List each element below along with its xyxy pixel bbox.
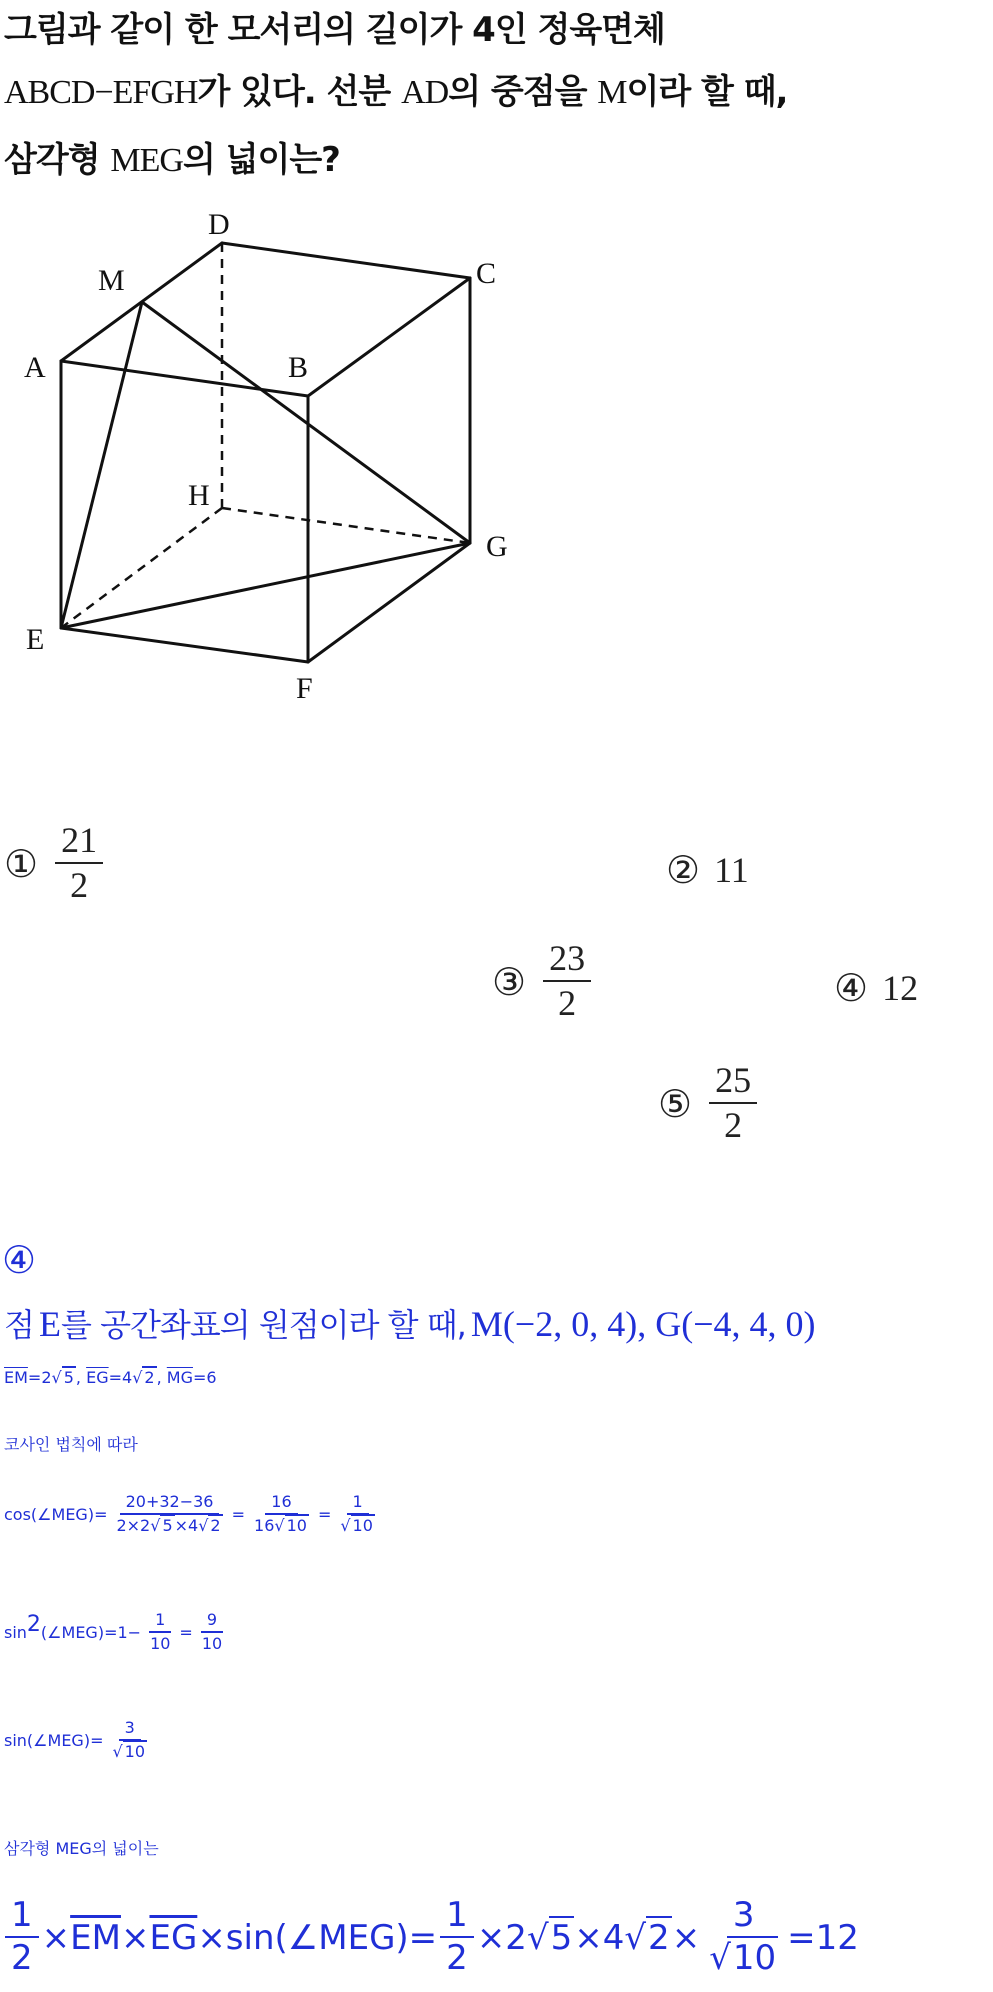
question-text: 의 중점을 bbox=[448, 72, 587, 112]
frac-denominator: 10 bbox=[201, 1633, 223, 1653]
choice-2[interactable] bbox=[666, 848, 749, 892]
segment-eg bbox=[61, 543, 470, 628]
frac-denominator: √ 10 bbox=[112, 1741, 146, 1761]
math-text: × bbox=[671, 1917, 701, 1958]
coordinates: M(−2, 0, 4), G(−4, 4, 0) bbox=[470, 1304, 816, 1344]
math-text: (∠MEG)=1− bbox=[40, 1622, 142, 1642]
cube-figure bbox=[0, 190, 540, 720]
math-text: , bbox=[156, 1368, 162, 1387]
segment-mg: $\overline{MG}$ bbox=[166, 1368, 193, 1387]
origin-point: E bbox=[39, 1304, 62, 1344]
question-text: 가 있다. 선분 bbox=[197, 72, 391, 112]
cube-name: ABCD−EFGH bbox=[4, 74, 198, 111]
frac-numerator: 16 bbox=[265, 1494, 297, 1515]
triangle-name: MEG bbox=[110, 142, 183, 179]
edge-ef bbox=[61, 628, 308, 662]
question-text: 이라 할 때, bbox=[626, 72, 788, 112]
math-text: ×4 bbox=[574, 1917, 625, 1958]
sqrt-5: √ 5 bbox=[51, 1368, 74, 1387]
question-line-3 bbox=[4, 132, 340, 181]
segment-name: AD bbox=[401, 74, 449, 111]
question-line-2 bbox=[4, 64, 787, 113]
vertex-label-g: G bbox=[486, 530, 508, 563]
question-text: 삼각형 bbox=[4, 140, 100, 180]
choice-3[interactable] bbox=[492, 940, 594, 1023]
segment-em: $\overline{EM}$ bbox=[70, 1917, 121, 1958]
vertex-label-e: E bbox=[26, 623, 45, 656]
math-text: × bbox=[120, 1917, 150, 1958]
math-text: =4 bbox=[108, 1368, 133, 1387]
edge-bc bbox=[308, 278, 470, 396]
solution-line-1 bbox=[4, 1300, 816, 1346]
choice-1-numerator: 21 bbox=[55, 822, 103, 864]
choice-5[interactable] bbox=[658, 1062, 760, 1145]
vertex-label-c: C bbox=[476, 257, 497, 290]
answer-mark: ④ bbox=[2, 1238, 37, 1282]
question-text: 의 넓이는? bbox=[182, 140, 340, 180]
solution-line-7: 삼각형 MEG의 넓이는 bbox=[4, 1839, 159, 1858]
frac-numerator: 1 bbox=[5, 1898, 39, 1938]
math-text: × bbox=[41, 1917, 71, 1958]
frac-denominator: √10 bbox=[709, 1937, 777, 1978]
edge-dc bbox=[222, 243, 470, 278]
choice-4-value: 12 bbox=[882, 968, 919, 1008]
exponent: 2 bbox=[26, 1612, 41, 1637]
choice-1[interactable] bbox=[4, 822, 106, 905]
frac-denominator: √ 10 bbox=[340, 1515, 373, 1535]
math-text: = bbox=[179, 1622, 193, 1642]
choice-mark-2: ② bbox=[666, 848, 701, 892]
frac-denominator: 2 bbox=[446, 1937, 468, 1978]
choice-3-numerator: 23 bbox=[543, 940, 591, 982]
math-text: =6 bbox=[192, 1368, 217, 1387]
choice-1-denominator: 2 bbox=[70, 864, 89, 905]
choice-mark-5: ⑤ bbox=[658, 1081, 693, 1126]
frac-numerator: 20+32−36 bbox=[120, 1494, 220, 1515]
choice-mark-1: ① bbox=[4, 841, 39, 886]
segment-eg: $\overline{EG}$ bbox=[86, 1368, 109, 1387]
choice-5-denominator: 2 bbox=[724, 1104, 743, 1145]
segment-eg: $\overline{EG}$ bbox=[149, 1917, 198, 1958]
vertex-label-d: D bbox=[208, 208, 230, 241]
math-text: = bbox=[317, 1504, 332, 1524]
solution-sin2-line bbox=[4, 1612, 231, 1652]
math-text: , bbox=[75, 1368, 81, 1387]
midpoint-name: M bbox=[597, 74, 627, 111]
area-result: =12 bbox=[787, 1917, 859, 1958]
frac-numerator: 3 bbox=[119, 1720, 141, 1741]
solution-sin-line bbox=[4, 1720, 156, 1760]
frac-denominator: 10 bbox=[150, 1633, 171, 1653]
frac-denominator: 16√ 10 bbox=[254, 1515, 307, 1535]
vertex-label-a: A bbox=[24, 351, 46, 384]
frac-numerator: 1 bbox=[149, 1612, 171, 1633]
solution-text: 를 공간좌표의 원점이라 할 때, bbox=[61, 1306, 466, 1344]
math-text: cos(∠MEG)= bbox=[4, 1504, 108, 1524]
vertex-label-b: B bbox=[288, 351, 309, 384]
math-text: =2 bbox=[27, 1368, 52, 1387]
solution-cos-line bbox=[4, 1494, 384, 1534]
frac-denominator: 2 bbox=[11, 1937, 33, 1978]
math-text: ×sin(∠MEG)= bbox=[197, 1917, 438, 1958]
sqrt-2: √ 2 bbox=[132, 1368, 155, 1387]
frac-numerator: 9 bbox=[201, 1612, 223, 1633]
vertex-label-m: M bbox=[98, 264, 125, 297]
solution-line-3: 코사인 법칙에 따라 bbox=[4, 1435, 138, 1454]
choice-3-denominator: 2 bbox=[558, 982, 577, 1023]
frac-numerator: 3 bbox=[727, 1898, 761, 1938]
math-text: sin bbox=[4, 1622, 27, 1642]
math-text: ×2 bbox=[476, 1917, 527, 1958]
choice-5-numerator: 25 bbox=[709, 1062, 757, 1104]
frac-denominator: 2×2√ 5 ×4√ 2 bbox=[116, 1515, 221, 1535]
choice-mark-4: ④ bbox=[834, 966, 869, 1010]
choice-2-value: 11 bbox=[714, 850, 749, 890]
vertex-label-h: H bbox=[188, 479, 210, 512]
segment-em: $\overline{EM}$ bbox=[4, 1368, 28, 1387]
choice-mark-3: ③ bbox=[492, 959, 527, 1004]
solution-area-line: $\frac{1}{2}$ × $\overline{EM}$ × $\overline{EG}$ ×sin(∠MEG)= $\frac{1}{2}$ ×2 √5 ×4 √2 × $\frac{3}{√10}$ =12 bbox=[2, 1898, 859, 1977]
solution-text: 점 bbox=[4, 1306, 34, 1344]
solution-line-2 bbox=[4, 1368, 217, 1387]
math-text: = bbox=[231, 1504, 246, 1524]
question-line-1: 그림과 같이 한 모서리의 길이가 4인 정육면체 bbox=[4, 10, 665, 50]
edge-ab bbox=[61, 361, 308, 396]
hidden-edge-hg bbox=[222, 508, 470, 543]
choice-4[interactable] bbox=[834, 966, 918, 1010]
vertex-label-f: F bbox=[296, 672, 313, 705]
frac-numerator: 1 bbox=[347, 1494, 369, 1515]
frac-numerator: 1 bbox=[440, 1898, 474, 1938]
math-text: sin(∠MEG)= bbox=[4, 1730, 104, 1750]
